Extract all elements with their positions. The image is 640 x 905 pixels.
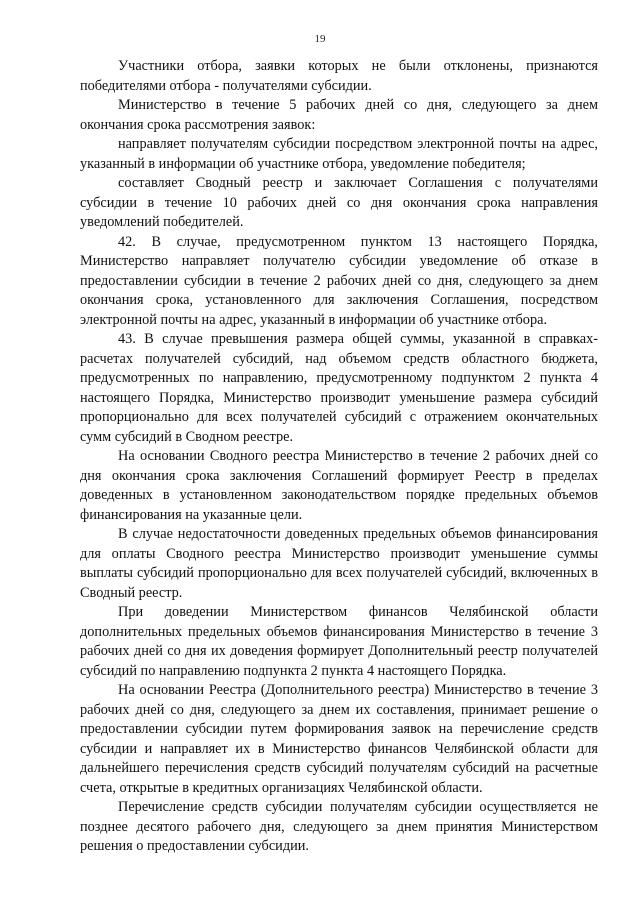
paragraph-transfer-deadline: Перечисление средств субсидии получателям субсидии осуществляется не позднее десятого рабочего дня, следующего за днем принятия Министерством решения о предоставлении субсидии. (80, 799, 598, 854)
paragraph-send-notice: направляет получателям субсидии посредством электронной почты на адрес, указанный в информации об участнике отбора, уведомление победителя; (80, 136, 598, 172)
document-body (80, 57, 598, 857)
paragraph-additional-register: При доведении Министерством финансов Челябинской области дополнительных предельных объемов финансирования Министерство в течение 3 рабочих дней со дня их доведения формирует Дополнительный реестр получателей субсидий по направлению подпункта 2 пункта 4 настоящего Порядка. (80, 604, 598, 679)
paragraph-payment-decision: На основании Реестра (Дополнительного реестра) Министерство в течение 3 рабочих дней со дня, следующего за днем их составления, принимает решение о предоставлении субсидии путем формирования заявок на перечисление средств субсидии и направляет их в Министерство финансов Челябинской области для дальнейшего перечисления средств субсидий получателям субсидий на расчетные счета, открытые в кредитных организациях Челябинской области. (80, 682, 598, 796)
paragraph-winners: Участники отбора, заявки которых не были отклонены, признаются победителями отбора - получателями субсидии. (80, 58, 598, 94)
paragraph-insufficient-funding: В случае недостаточности доведенных предельных объемов финансирования для оплаты Сводного реестра Министерство производит уменьшение суммы выплаты субсидий пропорционально для всех получателей субсидий, включенных в Сводный реестр. (80, 526, 598, 601)
paragraph-register-formation: На основании Сводного реестра Министерство в течение 2 рабочих дней со дня окончания срока заключения Соглашений формирует Реестр в пределах доведенных в установленном законодательством порядке предельных объемов финансирования на указанные цели. (80, 448, 598, 523)
page-number: 19 (314, 33, 326, 45)
paragraph-summary-register: составляет Сводный реестр и заключает Соглашения с получателями субсидии в течение 10 рабочих дней со дня окончания срока направления уведомлений победителей. (80, 175, 598, 230)
paragraph-item-43: 43. В случае превышения размера общей суммы, указанной в справках-расчетах получателей субсидий, над объемом средств областного бюджета, предусмотренных по направлению, предусмотренному подпунктом 2 пункта 4 настоящего Порядка, Министерство производит уменьшение размера субсидий пропорционально для всех получателей субсидий с отражением окончательных сумм субсидий в Сводном реестре. (80, 331, 598, 445)
paragraph-item-42: 42. В случае, предусмотренном пунктом 13 настоящего Порядка, Министерство направляет получателю субсидии уведомление об отказе в предоставлении субсидии в течение 2 рабочих дней со дня, следующего за днем окончания срока, установленного для заключения Соглашения, посредством электронной почты на адрес, указанный в информации об участнике отбора. (80, 233, 598, 328)
paragraph-ministry-actions: Министерство в течение 5 рабочих дней со дня, следующего за днем окончания срока рассмотрения заявок: (80, 97, 598, 133)
